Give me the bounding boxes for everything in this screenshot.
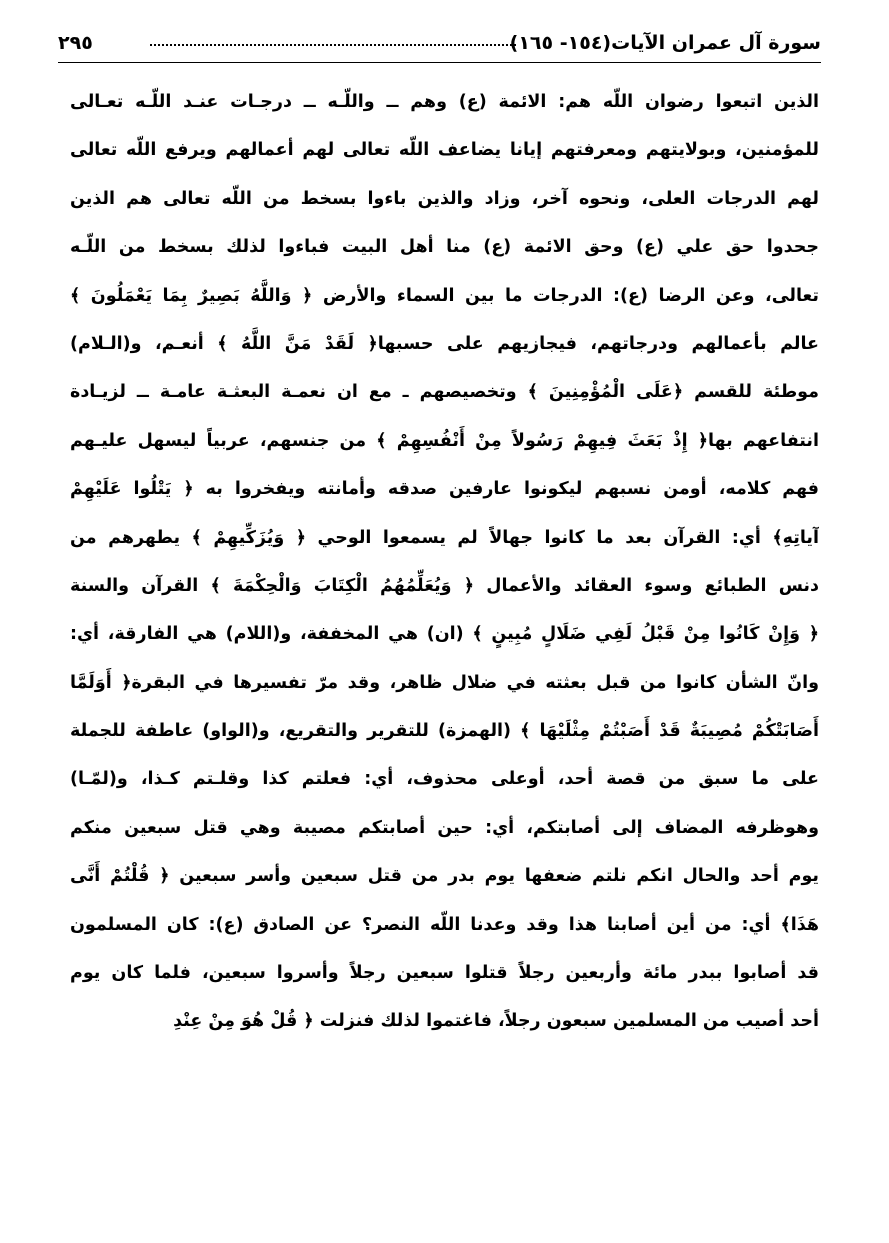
text-line: آياتِهِ﴾ أي: القرآن بعد ما كانوا جهالاً لم يسمعوا الوحي ﴿ وَيُزَكِّيهِمْ ﴾ يطهرهم من (70, 527, 819, 548)
text-line: أَصَابَتْكُمْ مُصِيبَةٌ قَدْ أَصَبْتُمْ مِثْلَيْهَا ﴾ (الهمزة) للتقرير والتقريع، و(الواو) عاطفة للجملة (70, 721, 819, 742)
page-header (58, 30, 821, 63)
text-line: وانّ الشأن كانوا من قبل بعثته في ضلال ظاهر، وقد مرّ تفسيرها في البقرة﴿ أَوَلَمَّا (70, 672, 819, 693)
text-line: لهم الدرجات العلى، ونحوه آخر، وزاد والذين باءوا بسخط من اللّه تعالى هم الذين (70, 188, 819, 209)
text-line: هَذَا﴾ أي: من أين أصابنا هذا وقد وعدنا اللّه النصر؟ عن الصادق (ع): كان المسلمون (70, 914, 819, 935)
text-line: عالم بأعمالهم ودرجاتهم، فيجازيهم على حسبها﴿ لَقَدْ مَنَّ اللَّهُ ﴾ أنعـم، و(الـلام) (70, 333, 819, 354)
text-line: دنس الطبائع وسوء العقائد والأعمال ﴿ وَيُعَلِّمُهُمُ الْكِتَابَ وَالْحِكْمَةَ ﴾ القرآن والسنة (70, 575, 819, 596)
text-line: أحد أصيب من المسلمين سبعون رجلاً، فاغتموا لذلك فنزلت ﴿ قُلْ هُوَ مِنْ عِنْدِ (173, 1011, 819, 1032)
page-number: ٢٩٥ (58, 32, 93, 54)
text-line: انتفاعهم بها﴿ إِذْ بَعَثَ فِيهِمْ رَسُولاً مِنْ أَنْفُسِهِمْ ﴾ من جنسهم، عربياً ليسهل عليـهم (70, 430, 819, 451)
text-line: جحدوا حق علي (ع) وحق الائمة (ع) منا أهل البيت فباءوا لذلك بسخط من اللّـه (70, 237, 819, 258)
text-line: قد أصابوا ببدر مائة وأربعين رجلاً قتلوا سبعين رجلاً وأسروا سبعين، فلما كان يوم (70, 963, 819, 984)
text-line: وهوظرفه المضاف إلى أصابتكم، أي: حين أصابتكم مصيبة وهي قتل سبعين منكم (70, 817, 819, 838)
text-line: الذين اتبعوا رضوان اللّه هم: الائمة (ع) وهم ــ واللّـه ــ درجـات عنـد اللّـه تعـالى (70, 92, 819, 112)
text-line: على ما سبق من قصة أحد، أوعلى محذوف، أي: فعلتم كذا وقلـتم كـذا، و(لمّـا) (70, 769, 819, 790)
text-line: يوم أحد والحال انكم نلتم ضعفها يوم بدر من قتل سبعين وأسر سبعين ﴿ قُلْتُمْ أَنَّى (70, 866, 819, 887)
text-line: تعالى، وعن الرضا (ع): الدرجات ما بين السماء والأرض ﴿ وَاللَّهُ بَصِيرٌ بِمَا يَعْمَلُونَ ﴾ (70, 285, 819, 306)
text-line: ﴿ وَإِنْ كَانُوا مِنْ قَبْلُ لَفِي ضَلَالٍ مُبِينٍ ﴾ (ان) هي المخففة، و(اللام) هي الفارقة، أي: (70, 624, 819, 645)
text-line: للمؤمنين، وبولايتهم ومعرفتهم إيانا يضاعف اللّه تعالى لهم أعمالهم ويرفع اللّه تعالى (70, 140, 819, 161)
dotted-leader (150, 44, 516, 46)
body-text (70, 78, 819, 1046)
text-line: موطئة للقسم ﴿عَلَى الْمُؤْمِنِينَ ﴾ وتخصيصهم ـ مع ان نعمـة البعثـة عامـة ــ لزيـادة (70, 382, 819, 403)
running-title: سورة آل عمران الآيات(١٥٤- ١٦٥) (509, 32, 821, 54)
text-line: فهم كلامه، أومن نسبهم ليكونوا عارفين صدقه وأمانته ويفخروا به ﴿ يَتْلُوا عَلَيْهِمْ (70, 479, 819, 500)
